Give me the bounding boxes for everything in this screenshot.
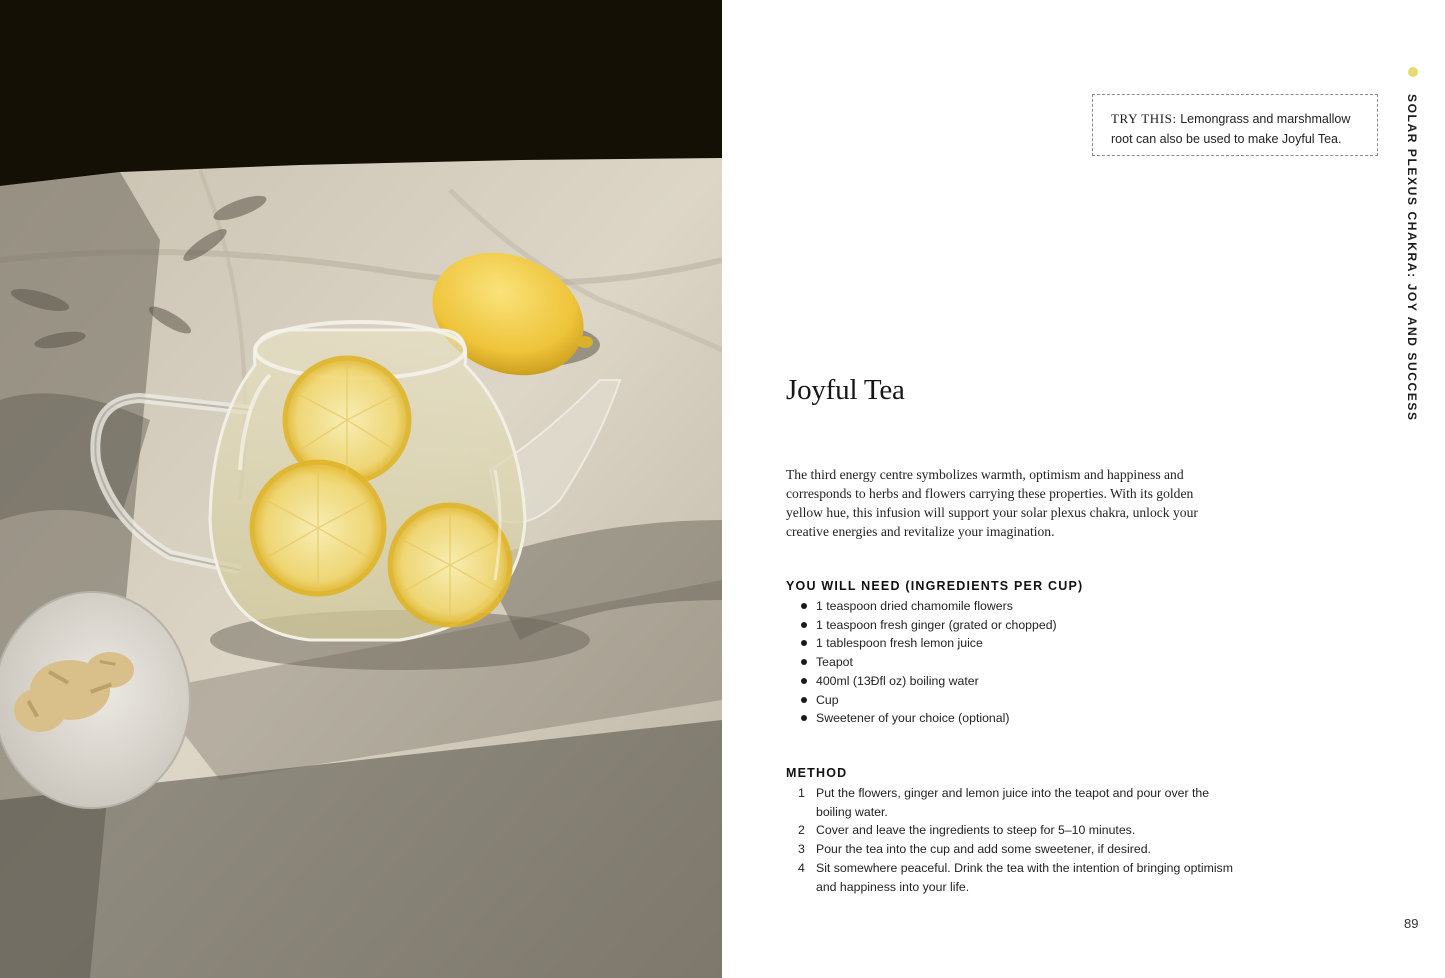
ingredient-item: 1 teaspoon fresh ginger (grated or chopped) [786,616,1057,635]
bullet-icon [801,640,807,646]
ingredients-heading: YOU WILL NEED (INGREDIENTS PER CUP) [786,579,1084,593]
method-step: 4 Sit somewhere peaceful. Drink the tea with the intention of bringing optimism and happiness into your life. [798,860,1233,894]
method-step: 2 Cover and leave the ingredients to steep for 5–10 minutes. [798,823,1136,838]
ingredient-item: Cup [786,691,1057,710]
method-step: 1 Put the flowers, ginger and lemon juice into the teapot and pour over the boiling water. [798,786,1210,819]
method-heading: METHOD [786,766,848,780]
page-number: 89 [1404,916,1419,931]
recipe-title: Joyful Tea [786,374,905,406]
try-this-text: Lemongrass and marshmallow root can also be used to make Joyful Tea. [1111,112,1351,146]
ingredient-item: 400ml (13Ðfl oz) boiling water [786,672,1057,691]
recipe-photo [0,0,722,978]
ingredient-item: 1 teaspoon dried chamomile flowers [786,597,1057,616]
chapter-side-title: SOLAR PLEXUS CHAKRA: JOY AND SUCCESS [1405,94,1419,422]
bullet-icon [801,678,807,684]
method-step: 3 Pour the tea into the cup and add some sweetener, if desired. [798,842,1151,857]
try-this-box [1092,94,1378,156]
bullet-icon [801,659,807,665]
bullet-icon [801,697,807,703]
recipe-intro: The third energy centre symbolizes warmth, optimism and happiness and corresponds to herbs and flowers carrying these properties. With its golden yellow hue, this infusion will support your solar plexus chakra, unlock your creative energies and revitalize your imagination. [786,467,1198,539]
chapter-dot [1408,67,1418,77]
ingredient-item: 1 tablespoon fresh lemon juice [786,634,1057,653]
ingredient-item: Sweetener of your choice (optional) [786,709,1057,728]
ingredient-item: Teapot [786,653,1057,672]
method-list [786,784,1236,896]
bullet-icon [801,603,807,609]
bullet-icon [801,622,807,628]
ingredients-list [786,597,1057,728]
bullet-icon [801,715,807,721]
try-this-label: TRY THIS: [1111,111,1177,126]
